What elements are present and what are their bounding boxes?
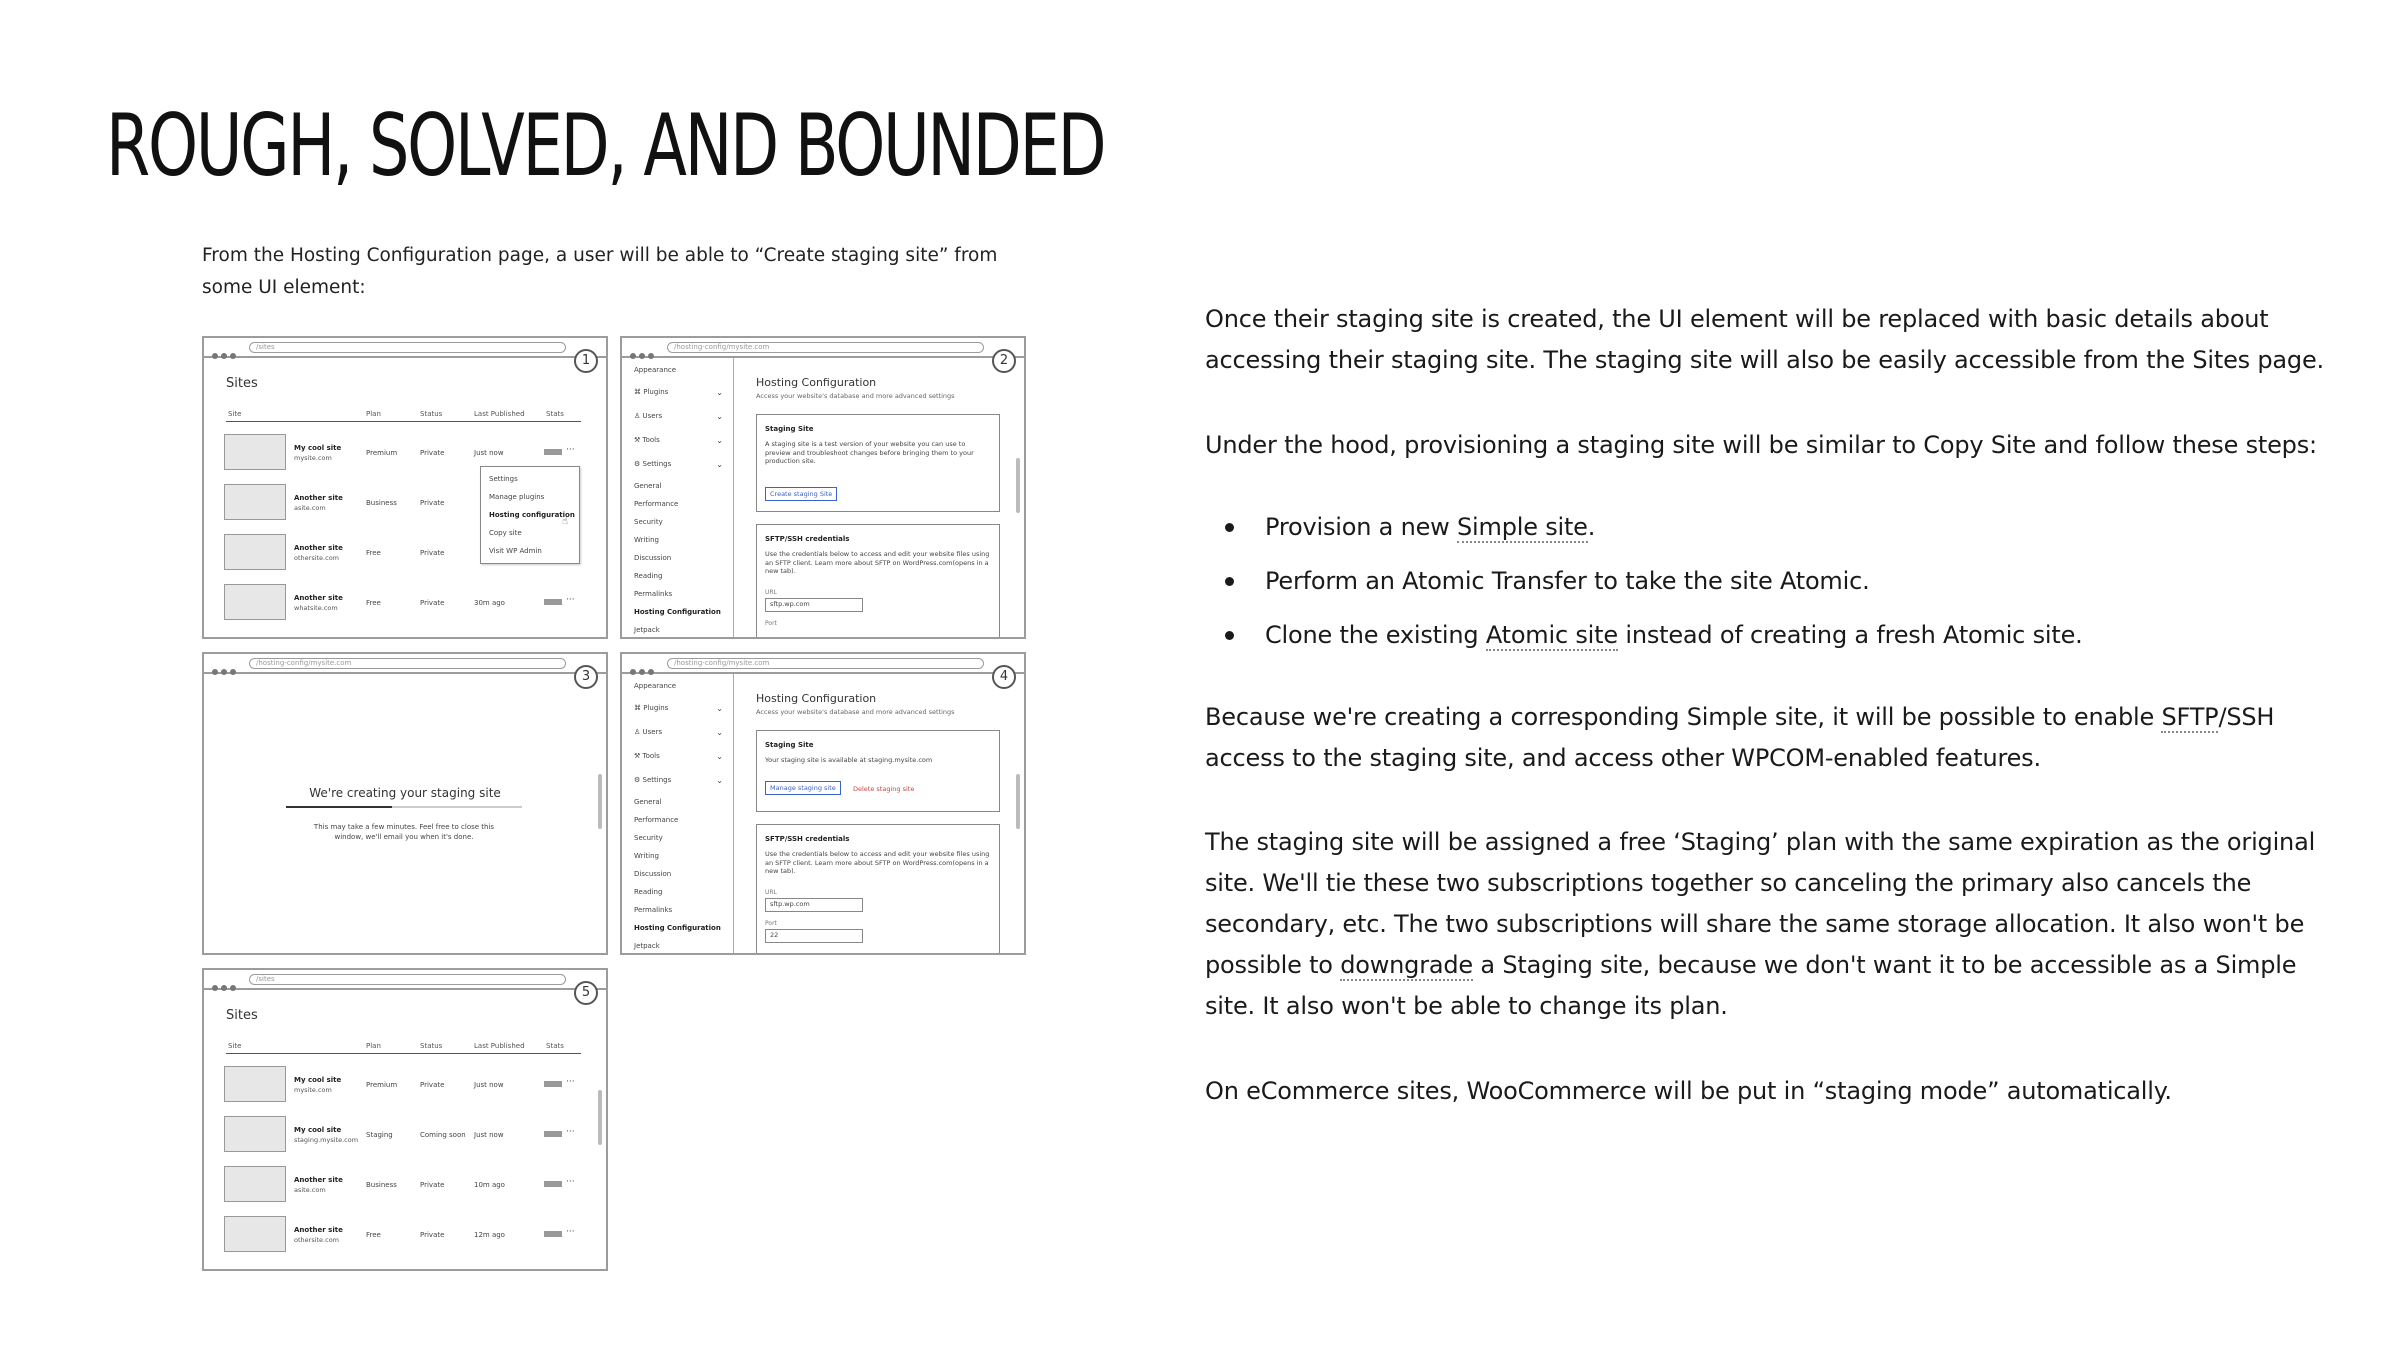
window-dots	[212, 660, 239, 679]
sidebar-item-permalinks[interactable]: Permalinks	[634, 906, 673, 914]
table-row[interactable]	[224, 1066, 581, 1106]
site-plan: Staging	[366, 1131, 393, 1139]
site-published: Just now	[474, 1081, 504, 1089]
sidebar-item-settings[interactable]	[634, 776, 671, 784]
panel-heading: SFTP/SSH credentials	[765, 835, 850, 843]
site-url: mysite.com	[294, 454, 332, 462]
gear-icon: ⚙	[634, 776, 641, 784]
panel-heading: Staging Site	[765, 425, 814, 433]
sidebar-item-appearance[interactable]: Appearance	[634, 682, 677, 690]
col-site: Site	[228, 1042, 242, 1050]
site-published: 30m ago	[474, 599, 505, 607]
sidebar-item-discussion[interactable]: Discussion	[634, 554, 672, 562]
col-status: Status	[420, 1042, 443, 1050]
panel-text: A staging site is a test version of your website you can use to preview and troubleshoot changes before bringing them to your production site.	[765, 440, 974, 465]
url-bar: /hosting-config/mysite.com	[667, 658, 984, 669]
downgrade-link[interactable]: downgrade	[1340, 951, 1473, 979]
site-actions-menu	[480, 466, 580, 564]
sidebar-item-writing[interactable]: Writing	[634, 536, 659, 544]
sidebar-label: Users	[642, 412, 663, 420]
sidebar-item-hosting-configuration[interactable]: Hosting Configuration	[634, 924, 721, 932]
site-status: Private	[420, 1231, 445, 1239]
user-icon: ♙	[634, 728, 641, 736]
url-bar: /sites	[249, 974, 566, 985]
sidebar-item-performance[interactable]: Performance	[634, 816, 679, 824]
sftp-panel	[756, 524, 1000, 639]
mockup-hosting-config-staging	[620, 652, 1026, 955]
sidebar-label: Tools	[642, 752, 660, 760]
slide-title: ROUGH, SOLVED, AND BOUNDED	[106, 96, 1105, 196]
site-plan: Free	[366, 549, 381, 557]
site-plan: Premium	[366, 1081, 398, 1089]
sidebar-item-performance[interactable]: Performance	[634, 500, 679, 508]
creating-heading: We're creating your staging site	[309, 786, 501, 800]
sidebar-item-hosting-configuration[interactable]: Hosting Configuration	[634, 608, 721, 616]
paragraph-under-the-hood: Under the hood, provisioning a staging site will be similar to Copy Site and follow these steps:	[1205, 431, 2317, 459]
site-status: Private	[420, 499, 445, 507]
more-icon[interactable]: ···	[566, 1227, 575, 1237]
step-number-badge: 2	[992, 349, 1016, 373]
site-plan: Free	[366, 1231, 381, 1239]
table-header	[226, 1040, 581, 1054]
sidebar-item-security[interactable]: Security	[634, 518, 663, 526]
site-name: My cool site	[294, 1076, 342, 1084]
list-text: Clone the existing	[1265, 621, 1486, 649]
stats-bar	[544, 1181, 562, 1187]
plugin-icon: ⌘	[634, 388, 641, 396]
atomic-site-link[interactable]: Atomic site	[1485, 621, 1618, 649]
sidebar-label: Plugins	[643, 388, 669, 396]
more-icon[interactable]: ···	[566, 1127, 575, 1137]
paragraph-text: a Staging site, because we don't want it to be accessible as a Simple site. It also won't be able to change its plan.	[1205, 951, 2297, 1020]
chevron-down-icon: ⌄	[716, 704, 723, 713]
paragraph-staging-created: Once their staging site is created, the UI element will be replaced with basic details about accessing their staging site. The staging site will also be easily accessible from the Sites page.	[1205, 305, 2324, 374]
list-item	[1245, 507, 2325, 548]
more-icon[interactable]: ···	[566, 445, 575, 455]
site-plan: Premium	[366, 449, 398, 457]
list-text: Provision a new	[1265, 513, 1458, 541]
staging-site-panel	[756, 414, 1000, 512]
step-number-badge: 5	[574, 981, 598, 1005]
sidebar-item-reading[interactable]: Reading	[634, 888, 663, 896]
browser-chrome	[204, 338, 606, 358]
chevron-down-icon: ⌄	[716, 752, 723, 761]
more-icon[interactable]: ···	[566, 595, 575, 605]
chevron-down-icon: ⌄	[716, 412, 723, 421]
url-label: URL	[765, 589, 777, 596]
site-thumbnail	[224, 1216, 286, 1252]
site-thumbnail	[224, 1166, 286, 1202]
site-thumbnail	[224, 484, 286, 520]
col-published: Last Published	[474, 410, 525, 418]
admin-sidebar	[622, 674, 734, 953]
sidebar-item-jetpack[interactable]: Jetpack	[634, 942, 660, 950]
mockup-creating-staging	[202, 652, 608, 955]
simple-site-link[interactable]: Simple site	[1457, 513, 1588, 541]
sidebar-item-general[interactable]: General	[634, 482, 662, 490]
delete-staging-site-button[interactable]: Delete staging site	[853, 785, 915, 793]
staging-site-panel	[756, 730, 1000, 812]
plugin-icon: ⌘	[634, 704, 641, 712]
user-icon: ♙	[634, 412, 641, 420]
site-name: Another site	[294, 494, 343, 502]
steps-list	[1245, 507, 2325, 669]
paragraph-sftp	[1205, 697, 2335, 779]
site-status: Private	[420, 599, 445, 607]
site-status: Private	[420, 1181, 445, 1189]
panel-heading: SFTP/SSH credentials	[765, 535, 850, 543]
panel-text: Use the credentials below to access and edit your website files using an SFTP client. Learn more about SFTP on WordPress.com(opens in a new tab).	[765, 850, 990, 875]
more-icon[interactable]: ···	[566, 1177, 575, 1187]
site-thumbnail	[224, 534, 286, 570]
site-url: othersite.com	[294, 1236, 340, 1244]
browser-chrome	[622, 338, 1024, 358]
port-label: Port	[765, 620, 777, 627]
chevron-down-icon: ⌄	[716, 728, 723, 737]
url-bar: /hosting-config/mysite.com	[667, 342, 984, 353]
sidebar-item-settings[interactable]	[634, 460, 671, 468]
site-plan: Business	[366, 1181, 397, 1189]
manage-staging-site-button[interactable]: Manage staging site	[765, 781, 841, 795]
paragraph-ecommerce: On eCommerce sites, WooCommerce will be put in “staging mode” automatically.	[1205, 1077, 2172, 1105]
scrollbar[interactable]	[598, 1090, 602, 1145]
url-bar: /hosting-config/mysite.com	[249, 658, 566, 669]
col-plan: Plan	[366, 410, 381, 418]
sidebar-item-users[interactable]	[634, 412, 662, 420]
progress-bar	[286, 806, 522, 808]
progress-fill	[286, 806, 392, 808]
sidebar-label: Plugins	[643, 704, 669, 712]
col-stats: Stats	[546, 1042, 564, 1050]
chevron-down-icon: ⌄	[716, 436, 723, 445]
stats-bar	[544, 1231, 562, 1237]
port-label: Port	[765, 920, 777, 927]
sidebar-item-users[interactable]	[634, 728, 662, 736]
page-title: Hosting Configuration	[756, 376, 877, 389]
panel-heading: Staging Site	[765, 741, 814, 749]
sidebar-item-plugins[interactable]	[634, 388, 668, 396]
site-name: My cool site	[294, 444, 342, 452]
site-name: Another site	[294, 594, 343, 602]
sidebar-item-discussion[interactable]: Discussion	[634, 870, 672, 878]
gear-icon: ⚙	[634, 460, 641, 468]
page-title: Hosting Configuration	[756, 692, 877, 705]
site-url: othersite.com	[294, 554, 340, 562]
list-item	[1245, 615, 2325, 656]
stats-bar	[544, 1131, 562, 1137]
sftp-link[interactable]: SFTP	[2161, 703, 2219, 731]
site-status: Private	[420, 549, 445, 557]
sidebar-label: Settings	[642, 460, 672, 468]
site-published: 12m ago	[474, 1231, 505, 1239]
paragraph-staging-plan	[1205, 822, 2335, 1027]
site-name: My cool site	[294, 1126, 342, 1134]
mockup-sites-list	[202, 336, 608, 639]
create-staging-site-button[interactable]: Create staging Site	[765, 487, 837, 501]
sftp-panel	[756, 824, 1000, 955]
sidebar-item-jetpack[interactable]: Jetpack	[634, 626, 660, 634]
scrollbar[interactable]	[1016, 774, 1020, 829]
more-icon[interactable]: ···	[566, 1077, 575, 1087]
site-published: Just now	[474, 1131, 504, 1139]
step-number-badge: 4	[992, 665, 1016, 689]
mockup-sites-list-with-staging	[202, 968, 608, 1271]
col-status: Status	[420, 410, 443, 418]
site-thumbnail	[224, 434, 286, 470]
browser-chrome	[204, 970, 606, 990]
site-url: staging.mysite.com	[294, 1136, 359, 1144]
wrench-icon: ⚒	[634, 436, 641, 444]
menu-item-settings[interactable]: Settings	[489, 475, 518, 483]
sites-title: Sites	[226, 1008, 258, 1023]
stats-bar	[544, 449, 562, 455]
sidebar-label: Users	[642, 728, 663, 736]
table-row[interactable]	[224, 584, 581, 624]
admin-sidebar	[622, 358, 734, 637]
panel-text: Your staging site is available at staging.mysite.com	[765, 756, 933, 764]
sidebar-label: Settings	[642, 776, 672, 784]
sidebar-item-tools[interactable]	[634, 436, 660, 444]
panel-text: Use the credentials below to access and edit your website files using an SFTP client. Learn more about SFTP on WordPress.com(opens in a new tab).	[765, 550, 990, 575]
table-row[interactable]	[224, 1166, 581, 1206]
site-status: Coming soon	[420, 1131, 466, 1139]
sidebar-item-security[interactable]: Security	[634, 834, 663, 842]
site-url: mysite.com	[294, 1086, 332, 1094]
site-status: Private	[420, 1081, 445, 1089]
menu-item-copy-site[interactable]: Copy site	[489, 529, 522, 537]
scrollbar[interactable]	[1016, 458, 1020, 513]
wrench-icon: ⚒	[634, 752, 641, 760]
page-subtitle: Access your website's database and more advanced settings	[756, 392, 955, 400]
site-status: Private	[420, 449, 445, 457]
window-dots	[212, 976, 239, 995]
site-thumbnail	[224, 1116, 286, 1152]
browser-chrome	[622, 654, 1024, 674]
paragraph-text: Because we're creating a corresponding Simple site, it will be possible to enable	[1205, 703, 2162, 731]
col-stats: Stats	[546, 410, 564, 418]
step-number-badge: 1	[574, 349, 598, 373]
url-bar: /sites	[249, 342, 566, 353]
col-site: Site	[228, 410, 242, 418]
url-field[interactable]: sftp.wp.com	[765, 598, 863, 612]
stats-bar	[544, 1081, 562, 1087]
intro-text: From the Hosting Configuration page, a user will be able to “Create staging site” from some UI element:	[202, 245, 998, 298]
menu-item-manage-plugins[interactable]: Manage plugins	[489, 493, 545, 501]
site-url: asite.com	[294, 1186, 326, 1194]
paragraph-text: The staging site will be assigned a free ‘Staging’ plan with the same expiration as the original site. We'll tie these two subscriptions together so canceling the primary also cancels the secondary, etc. The two subscriptions will share the same storage allocation. It also won't be possible to	[1205, 828, 2316, 979]
cursor-icon: ☝	[562, 516, 569, 527]
sidebar-item-tools[interactable]	[634, 752, 660, 760]
window-dots	[212, 344, 239, 363]
sidebar-item-writing[interactable]: Writing	[634, 852, 659, 860]
col-plan: Plan	[366, 1042, 381, 1050]
chevron-down-icon: ⌄	[716, 460, 723, 469]
sidebar-item-permalinks[interactable]: Permalinks	[634, 590, 673, 598]
list-text: .	[1587, 513, 1596, 541]
list-text: instead of creating a fresh Atomic site.	[1617, 621, 2083, 649]
scrollbar[interactable]	[598, 774, 602, 829]
site-thumbnail	[224, 584, 286, 620]
table-row[interactable]	[224, 1216, 581, 1256]
sites-title: Sites	[226, 376, 258, 391]
site-plan: Free	[366, 599, 381, 607]
chevron-down-icon: ⌄	[716, 388, 723, 397]
step-number-badge: 3	[574, 665, 598, 689]
site-published: 10m ago	[474, 1181, 505, 1189]
menu-item-visit-wp-admin[interactable]: Visit WP Admin	[489, 547, 542, 555]
mockup-hosting-config	[620, 336, 1026, 639]
chevron-down-icon: ⌄	[716, 776, 723, 785]
site-published: Just now	[474, 449, 504, 457]
menu-item-hosting-configuration[interactable]: Hosting configuration	[489, 511, 575, 519]
page-subtitle: Access your website's database and more advanced settings	[756, 708, 955, 716]
sidebar-item-plugins[interactable]	[634, 704, 668, 712]
browser-chrome	[204, 654, 606, 674]
paragraph-text: /SSH access to the staging site, and access other WPCOM-enabled features.	[1205, 703, 2275, 772]
url-label: URL	[765, 889, 777, 896]
sidebar-item-reading[interactable]: Reading	[634, 572, 663, 580]
site-name: Another site	[294, 1176, 343, 1184]
site-url: whatsite.com	[294, 604, 338, 612]
sidebar-label: Tools	[642, 436, 660, 444]
table-header	[226, 408, 581, 422]
table-row[interactable]	[224, 1116, 581, 1156]
list-item: Perform an Atomic Transfer to take the site Atomic.	[1245, 561, 2325, 602]
col-published: Last Published	[474, 1042, 525, 1050]
site-name: Another site	[294, 544, 343, 552]
sidebar-item-general[interactable]: General	[634, 798, 662, 806]
site-thumbnail	[224, 1066, 286, 1102]
site-name: Another site	[294, 1226, 343, 1234]
sidebar-item-appearance[interactable]: Appearance	[634, 366, 677, 374]
url-field[interactable]: sftp.wp.com	[765, 898, 863, 912]
stats-bar	[544, 599, 562, 605]
site-plan: Business	[366, 499, 397, 507]
creating-subtext: This may take a few minutes. Feel free to close this window, we'll email you when it's done.	[313, 823, 495, 841]
site-url: asite.com	[294, 504, 326, 512]
port-field[interactable]: 22	[765, 929, 863, 943]
